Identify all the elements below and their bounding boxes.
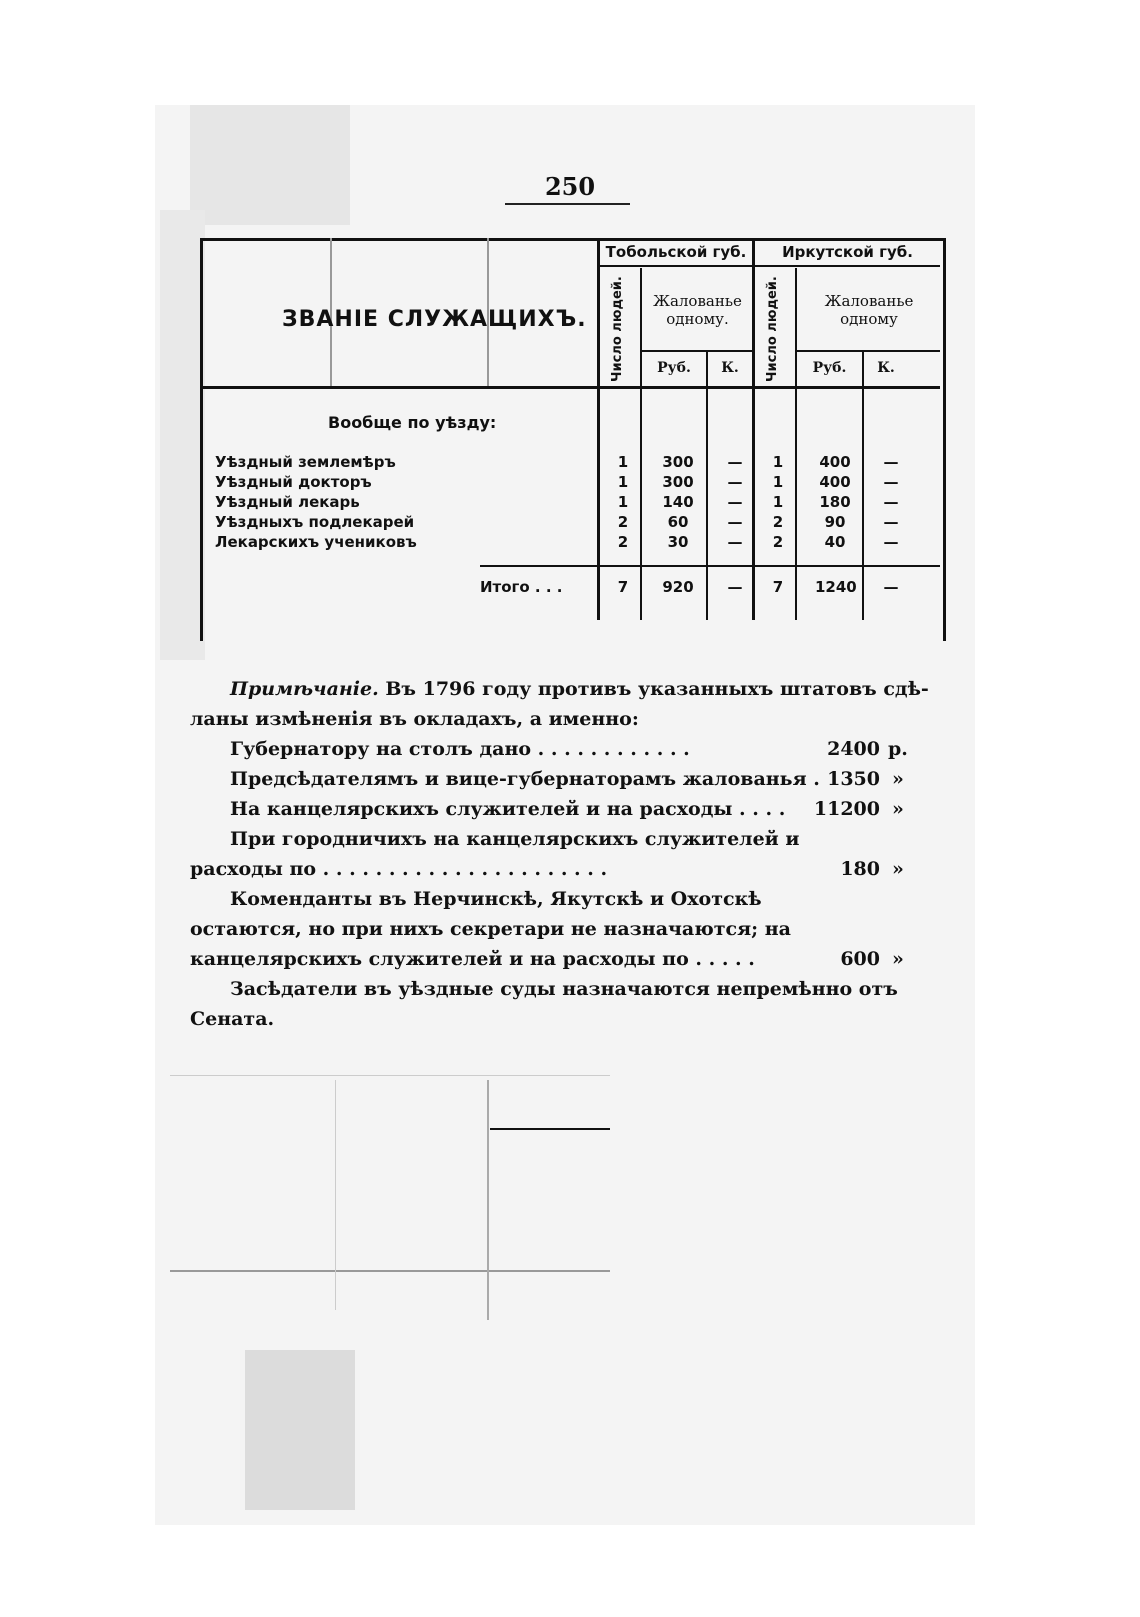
t-count: 1 [617, 453, 629, 471]
t-kop: — [727, 453, 743, 471]
note-gorod-2: расходы по . . . . . . . . . . . . . . . . . . . . . . [190, 858, 608, 880]
i-rub: 180 [819, 493, 851, 511]
i-kop: — [883, 453, 899, 471]
t-rub: 920 [662, 578, 694, 596]
note-komend-amount: 600 [840, 948, 880, 970]
table-row [215, 493, 925, 513]
table-rule [480, 565, 940, 567]
i-kop: — [883, 493, 899, 511]
i-rub: 400 [819, 453, 851, 471]
note-komend-unit: » [892, 948, 904, 970]
table-divider [597, 238, 600, 620]
i-rub: 40 [824, 533, 846, 551]
salary-header: Жалованье одному. [653, 292, 742, 328]
t-count: 1 [617, 473, 629, 491]
note-gorod-1: При городничихъ на канцелярскихъ служителей и [230, 828, 800, 850]
note-zased-1: Засѣдатели въ уѣздные суды назначаются непремѣнно отъ [230, 978, 898, 1000]
count-header: Число людей. [765, 276, 780, 382]
note-intro-1: Въ 1796 году противъ указанныхъ штатовъ сдѣ- [385, 678, 929, 700]
note-item-amount: 1350 [827, 768, 880, 790]
note-komend-2: остаются, но при нихъ секретари не назначаются; на [190, 918, 791, 940]
i-rub: 400 [819, 473, 851, 491]
kop-header: К. [721, 360, 739, 376]
total-row [215, 578, 925, 598]
i-count: 7 [772, 578, 784, 596]
note-komend-3: канцелярскихъ служителей и на расходы по . . . . . [190, 948, 755, 970]
table-row [215, 513, 925, 533]
page-number-rule [505, 203, 630, 205]
t-kop: — [727, 513, 743, 531]
note-item-unit: » [892, 798, 904, 820]
table-rule [795, 350, 940, 352]
table-row [215, 473, 925, 493]
row-name: Уѣздныхъ подлекарей [215, 513, 415, 531]
note-item-unit: р. [888, 738, 908, 760]
i-kop: — [883, 473, 899, 491]
table-row [215, 453, 925, 473]
row-name: Уѣздный докторъ [215, 473, 372, 491]
t-count: 2 [617, 513, 629, 531]
note-gorod-unit: » [892, 858, 904, 880]
i-count: 2 [772, 513, 784, 531]
t-count: 7 [617, 578, 629, 596]
i-count: 1 [772, 453, 784, 471]
note-item-unit: » [892, 768, 904, 790]
i-kop: — [883, 578, 899, 596]
note-item-amount: 11200 [813, 798, 880, 820]
section-title: Вообще по уѣзду: [328, 413, 497, 432]
note-item-text: На канцелярскихъ служителей и на расходы . . . . [230, 798, 786, 820]
t-rub: 300 [662, 453, 694, 471]
bleed-through-line [170, 1270, 610, 1272]
salary-header: Жалованье одному [824, 292, 914, 328]
t-rub: 30 [667, 533, 689, 551]
note-item-text: Губернатору на столъ дано . . . . . . . . . . . . [230, 738, 690, 760]
t-kop: — [727, 473, 743, 491]
total-label: Итого . . . [480, 578, 563, 596]
i-kop: — [883, 533, 899, 551]
kop-header: К. [877, 360, 895, 376]
table-rule [200, 386, 940, 389]
table-rule [600, 265, 940, 267]
table-rule [640, 350, 752, 352]
bleed-through-line [487, 1080, 489, 1320]
table-divider [752, 238, 755, 620]
t-count: 2 [617, 533, 629, 551]
note-gorod-amount: 180 [840, 858, 880, 880]
count-header: Число людей. [610, 276, 625, 382]
scan-artifact [245, 1350, 355, 1510]
column-title: ЗВАНІЕ СЛУЖАЩИХЪ. [282, 307, 587, 332]
note-item-amount: 2400 [827, 738, 880, 760]
note-komend-1: Коменданты въ Нерчинскѣ, Якутскѣ и Охотскѣ [230, 888, 762, 910]
t-rub: 140 [662, 493, 694, 511]
governorate-tobolsk: Тобольской губ. [605, 243, 747, 261]
row-name: Уѣздный землемѣръ [215, 453, 396, 471]
i-count: 2 [772, 533, 784, 551]
i-count: 1 [772, 493, 784, 511]
page-number: 250 [544, 172, 596, 201]
rub-header: Руб. [812, 360, 847, 376]
t-count: 1 [617, 493, 629, 511]
note-zased-2: Сената. [190, 1008, 275, 1030]
governorate-irkutsk: Иркутской губ. [782, 243, 913, 261]
rub-header: Руб. [657, 360, 691, 376]
bleed-through-line [335, 1080, 336, 1310]
table-divider [640, 268, 642, 620]
t-kop: — [727, 578, 743, 596]
scan-artifact [160, 210, 205, 660]
i-count: 1 [772, 473, 784, 491]
t-kop: — [727, 493, 743, 511]
t-kop: — [727, 533, 743, 551]
table-divider [795, 268, 797, 620]
row-name: Лекарскихъ учениковъ [215, 533, 417, 551]
bottom-rule [490, 1128, 610, 1130]
note-lead: Примѣчаніе. [230, 678, 379, 700]
i-rub: 1240 [815, 578, 857, 596]
note-item-text: Предсѣдателямъ и вице-губернаторамъ жалованья . [230, 768, 820, 790]
t-rub: 300 [662, 473, 694, 491]
note-intro [230, 678, 929, 700]
bleed-through-line [170, 1075, 610, 1076]
i-kop: — [883, 513, 899, 531]
scan-artifact [190, 105, 350, 225]
note-intro-2: ланы измѣненія въ окладахъ, а именно: [190, 708, 639, 730]
i-rub: 90 [824, 513, 846, 531]
row-name: Уѣздный лекарь [215, 493, 360, 511]
table-row [215, 533, 925, 553]
t-rub: 60 [667, 513, 689, 531]
